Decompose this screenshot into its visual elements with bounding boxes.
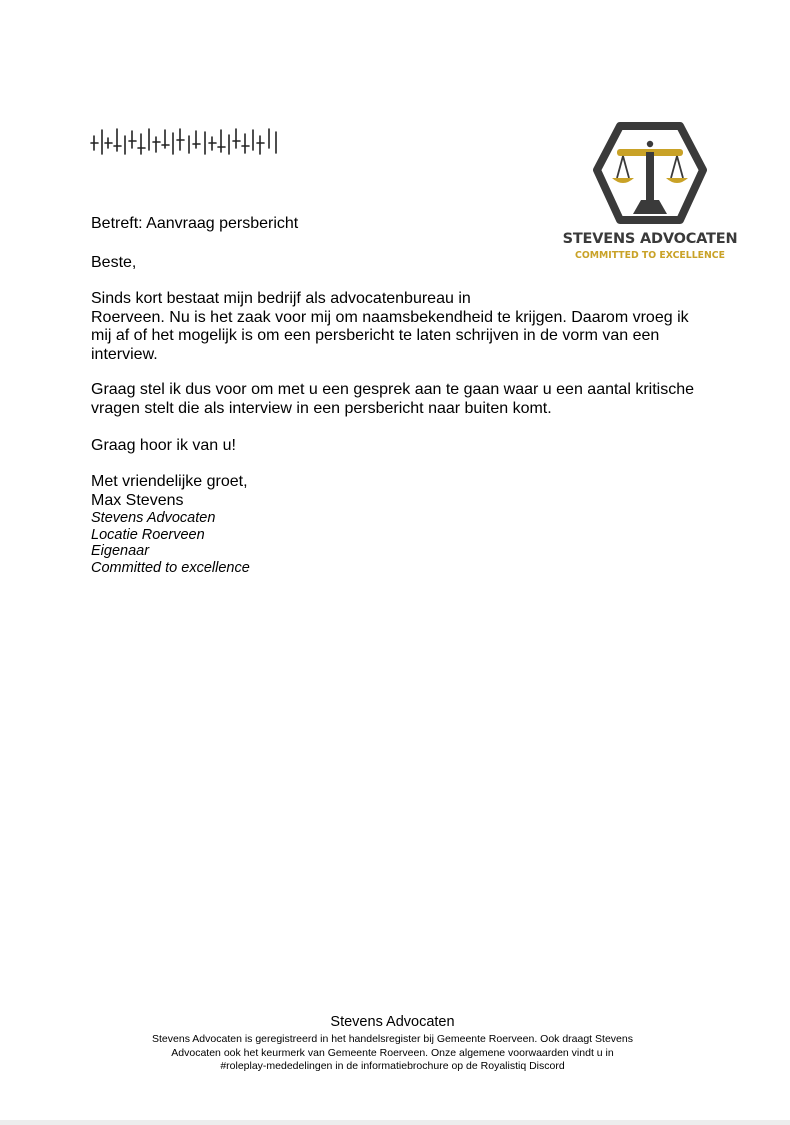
scales-of-justice-icon [593,122,707,226]
signature-image [90,126,285,158]
signature-company: Stevens Advocaten [91,510,216,526]
signature-scribble [90,126,285,158]
company-logo [555,122,745,267]
footer-line: Advocaten ook het keurmerk van Gemeente Roerveen. Onze algemene voorwaarden vindt u in [171,1046,614,1059]
paragraph-1-line: Roerveen. Nu is het zaak voor mij om naamsbekendheid te krijgen. Daarom vroeg ik [91,308,689,326]
page-bottom-edge [0,1120,790,1125]
letter-paragraph-1 [91,290,711,364]
signature-motto: Committed to excellence [91,560,250,576]
paragraph-1-line: Sinds kort bestaat mijn bedrijf als advocatenbureau in [91,290,471,307]
footer-line: Stevens Advocaten is geregistreerd in het handelsregister bij Gemeente Roerveen. Ook draagt Stevens [152,1033,633,1045]
letter-paragraph-2 [91,381,711,418]
sender-name: Max Stevens [91,492,184,509]
paragraph-2-line: Graag stel ik dus voor om met u een gesprek aan te gaan waar u een aantal kritische [91,381,695,398]
footer-title: Stevens Advocaten [330,1014,455,1030]
footer-line: #roleplay-mededelingen in de informatiebrochure op de Royalistiq Discord [220,1060,565,1072]
paragraph-1-line: mij af of het mogelijk is om een persbericht te laten schrijven in de vorm van een [91,327,660,344]
paragraph-1-line: interview. [91,345,158,363]
letter-salutation: Beste, [91,254,137,271]
letter-subject: Betreft: Aanvraag persbericht [91,215,299,232]
footer-legal-text [110,1033,675,1074]
letter-closing: Met vriendelijke groet, [91,473,248,490]
logo-tagline: COMMITTED TO EXCELLENCE [575,250,725,261]
logo-company-name: STEVENS ADVOCATEN [562,231,738,247]
signature-location: Locatie Roerveen [91,527,205,543]
paragraph-2-line: vragen stelt die als interview in een persbericht naar buiten komt. [91,399,552,417]
signature-role: Eigenaar [91,543,150,559]
letter-paragraph-3: Graag hoor ik van u! [91,437,236,454]
